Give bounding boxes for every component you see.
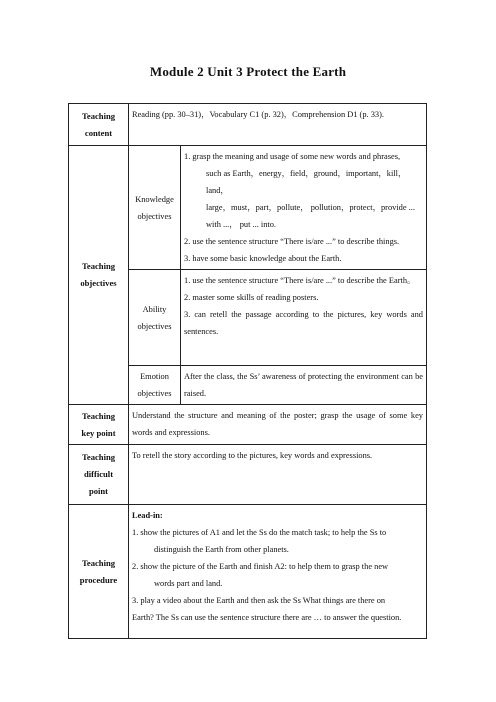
knowledge-objectives-text	[181, 146, 427, 270]
procedure-line: Earth? The Ss can use the sentence structure there are … to answer the question.	[132, 613, 402, 622]
row-difficult-point	[69, 445, 427, 505]
label-difficult-point: Teaching difficult point	[69, 445, 129, 505]
label-key-point: Teaching key point	[69, 405, 129, 445]
label-emotion-objectives: Emotion objectives	[129, 366, 181, 405]
knowledge-line: such as Earth，energy，field，ground，important，kill，land，	[206, 169, 407, 195]
procedure-line: words part and land.	[154, 579, 223, 588]
row-knowledge-objectives	[69, 146, 427, 270]
ability-objectives-text	[181, 270, 427, 366]
teaching-content-text: Reading (pp. 30–31)，Vocabulary C1 (p. 32)，Comprehension D1 (p. 33).	[129, 104, 427, 146]
label-ability-objectives: Ability objectives	[129, 270, 181, 366]
difficult-point-text: To retell the story according to the pictures, key words and expressions.	[129, 445, 427, 505]
procedure-line: 2. show the picture of the Earth and finish A2: to help them to grasp the new	[132, 562, 389, 571]
procedure-line: 3. play a video about the Earth and then ask the Ss What things are there on	[132, 596, 386, 605]
knowledge-line: 2. use the sentence structure “There is/are ...” to describe things.	[184, 237, 400, 246]
label-teaching-procedure: Teaching procedure	[69, 505, 129, 639]
page-title: Module 2 Unit 3 Protect the Earth	[149, 64, 347, 79]
procedure-line: distinguish the Earth from other planets.	[154, 545, 289, 554]
row-teaching-procedure	[69, 505, 427, 639]
procedure-line: 1. show the pictures of A1 and let the Ss do the match task; to help the Ss to	[132, 528, 387, 537]
ability-line: 2. master some skills of reading posters.	[184, 293, 319, 302]
lead-in-heading: Lead-in:	[132, 511, 163, 520]
label-teaching-content: Teaching content	[69, 104, 129, 146]
label-teaching-objectives: Teaching objectives	[69, 146, 129, 405]
lesson-plan-table	[68, 103, 427, 639]
procedure-text	[129, 505, 427, 639]
knowledge-line: with ...， put ... into.	[206, 220, 277, 229]
row-teaching-content	[69, 104, 427, 146]
ability-line: 1. use the sentence structure “There is/are ...” to describe the Earth。	[184, 276, 416, 285]
ability-line: 3. can retell the passage according to the pictures, key words and sentences.	[184, 310, 423, 336]
knowledge-line: 1. grasp the meaning and usage of some new words and phrases,	[184, 152, 401, 161]
row-key-point	[69, 405, 427, 445]
knowledge-line: 3. have some basic knowledge about the Earth.	[184, 254, 342, 263]
emotion-objectives-text: After the class, the Ss’ awareness of protecting the environment can be raised.	[181, 366, 427, 405]
label-knowledge-objectives: Knowledge objectives	[129, 146, 181, 270]
knowledge-line: large，must，part，pollute， pollution，protect，provide ...	[206, 203, 415, 212]
key-point-text: Understand the structure and meaning of the poster; grasp the usage of some key words and expressions.	[129, 405, 427, 445]
